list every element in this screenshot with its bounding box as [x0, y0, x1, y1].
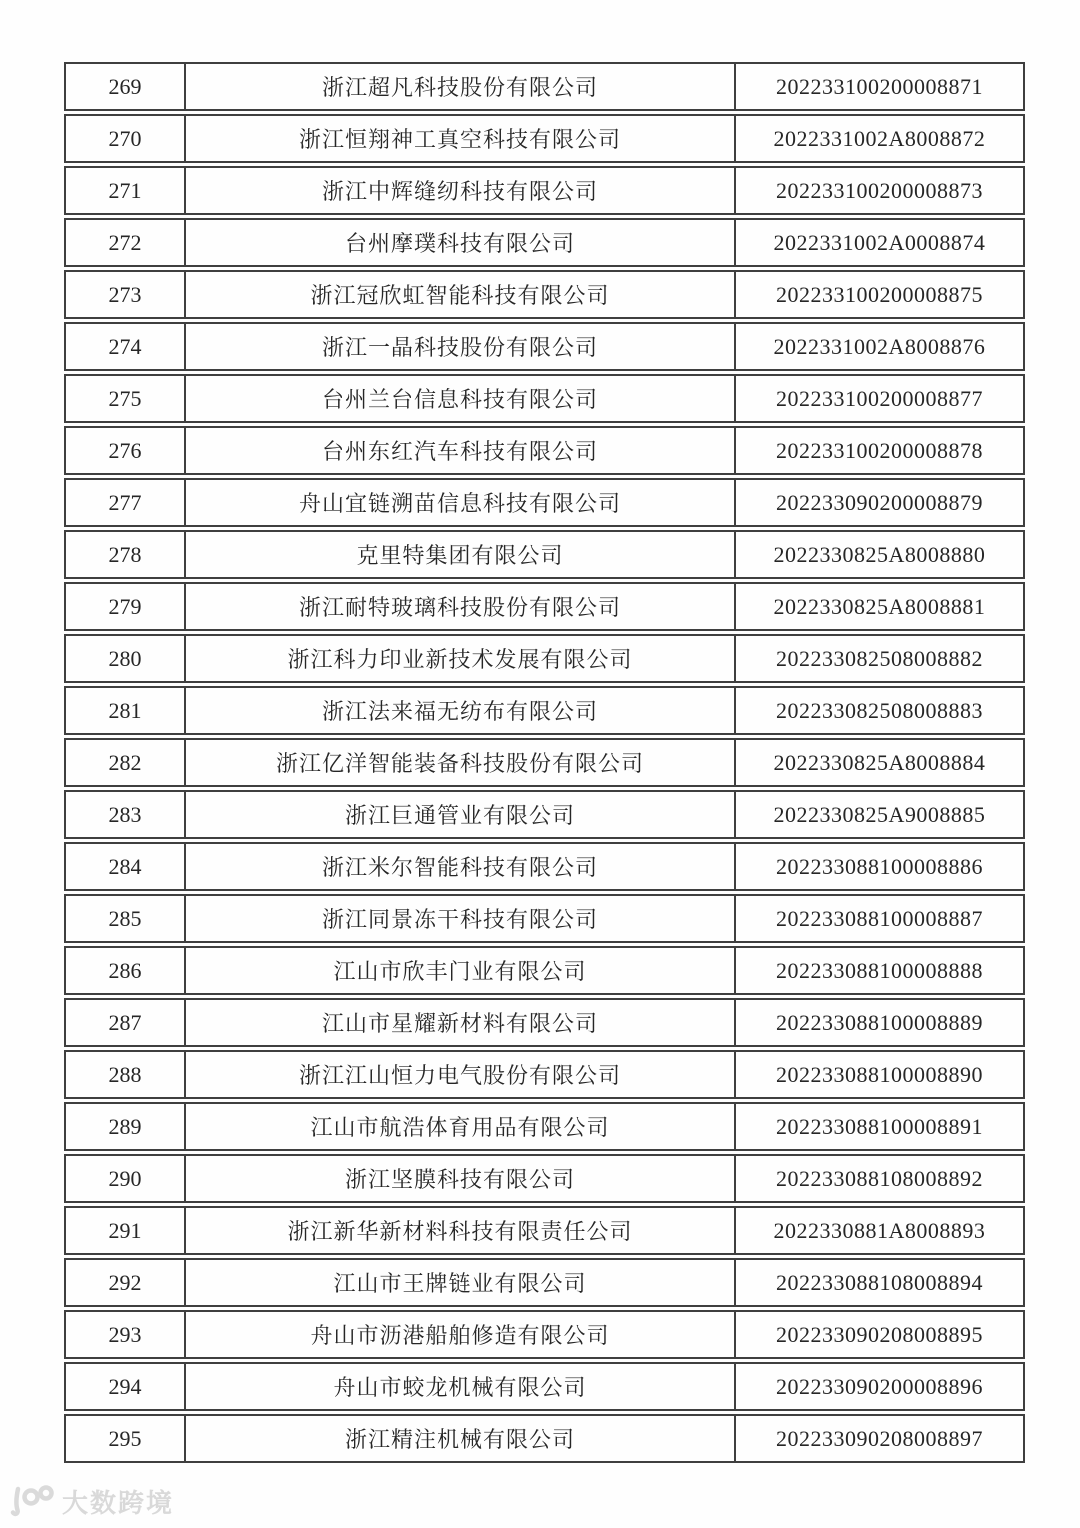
table-row	[64, 894, 1025, 943]
registration-code-cell: 202233090208008895	[736, 1310, 1025, 1359]
registration-code-cell: 2022330825A8008884	[736, 738, 1025, 787]
registration-code-cell: 202233100200008871	[736, 62, 1025, 111]
registration-code-cell: 2022330825A8008881	[736, 582, 1025, 631]
registration-code-cell: 202233088100008888	[736, 946, 1025, 995]
row-number-cell: 294	[64, 1362, 186, 1411]
row-number-cell: 282	[64, 738, 186, 787]
company-name-cell: 江山市航浩体育用品有限公司	[186, 1102, 736, 1151]
registration-code-cell: 202233082508008882	[736, 634, 1025, 683]
table-row	[64, 62, 1025, 111]
registration-code-cell: 202233088108008894	[736, 1258, 1025, 1307]
company-registration-table	[64, 59, 1025, 1466]
row-number-cell: 287	[64, 998, 186, 1047]
registration-code-cell: 202233088100008890	[736, 1050, 1025, 1099]
registration-code-cell: 202233100200008878	[736, 426, 1025, 475]
table-row	[64, 530, 1025, 579]
row-number-cell: 274	[64, 322, 186, 371]
company-name-cell: 台州兰台信息科技有限公司	[186, 374, 736, 423]
table-row	[64, 114, 1025, 163]
row-number-cell: 280	[64, 634, 186, 683]
company-name-cell: 台州东红汽车科技有限公司	[186, 426, 736, 475]
company-name-cell: 舟山宜链溯苗信息科技有限公司	[186, 478, 736, 527]
company-name-cell: 浙江恒翔神工真空科技有限公司	[186, 114, 736, 163]
company-name-cell: 浙江法来福无纺布有限公司	[186, 686, 736, 735]
registration-code-cell: 202233100200008877	[736, 374, 1025, 423]
row-number-cell: 288	[64, 1050, 186, 1099]
company-name-cell: 江山市王牌链业有限公司	[186, 1258, 736, 1307]
table-row	[64, 218, 1025, 267]
table-row	[64, 166, 1025, 215]
table-row	[64, 426, 1025, 475]
registration-code-cell: 202233100200008875	[736, 270, 1025, 319]
row-number-cell: 276	[64, 426, 186, 475]
table-row	[64, 842, 1025, 891]
registration-code-cell: 202233090208008897	[736, 1414, 1025, 1463]
registration-code-cell: 202233088100008889	[736, 998, 1025, 1047]
company-name-cell: 浙江新华新材料科技有限责任公司	[186, 1206, 736, 1255]
row-number-cell: 289	[64, 1102, 186, 1151]
row-number-cell: 290	[64, 1154, 186, 1203]
company-name-cell: 克里特集团有限公司	[186, 530, 736, 579]
company-name-cell: 浙江巨通管业有限公司	[186, 790, 736, 839]
row-number-cell: 295	[64, 1414, 186, 1463]
company-name-cell: 舟山市蛟龙机械有限公司	[186, 1362, 736, 1411]
company-name-cell: 舟山市沥港船舶修造有限公司	[186, 1310, 736, 1359]
row-number-cell: 292	[64, 1258, 186, 1307]
company-name-cell: 浙江冠欣虹智能科技有限公司	[186, 270, 736, 319]
row-number-cell: 271	[64, 166, 186, 215]
table-row	[64, 322, 1025, 371]
company-name-cell: 浙江同景冻干科技有限公司	[186, 894, 736, 943]
registration-code-cell: 202233090200008896	[736, 1362, 1025, 1411]
registration-code-cell: 2022330825A9008885	[736, 790, 1025, 839]
table-row	[64, 374, 1025, 423]
table-row	[64, 1154, 1025, 1203]
row-number-cell: 275	[64, 374, 186, 423]
registration-code-cell: 202233090200008879	[736, 478, 1025, 527]
registration-code-cell: 2022330881A8008893	[736, 1206, 1025, 1255]
table-row	[64, 270, 1025, 319]
registration-code-cell: 202233088100008887	[736, 894, 1025, 943]
company-name-cell: 浙江耐特玻璃科技股份有限公司	[186, 582, 736, 631]
registration-code-cell: 2022331002A0008874	[736, 218, 1025, 267]
table-body	[64, 62, 1025, 1463]
table-row	[64, 738, 1025, 787]
company-name-cell: 浙江精注机械有限公司	[186, 1414, 736, 1463]
company-name-cell: 江山市星耀新材料有限公司	[186, 998, 736, 1047]
watermark-text: 大数跨境	[62, 1487, 175, 1518]
table-row	[64, 1310, 1025, 1359]
company-name-cell: 江山市欣丰门业有限公司	[186, 946, 736, 995]
watermark	[8, 1482, 174, 1520]
row-number-cell: 270	[64, 114, 186, 163]
table-row	[64, 478, 1025, 527]
table-row	[64, 1258, 1025, 1307]
company-name-cell: 浙江江山恒力电气股份有限公司	[186, 1050, 736, 1099]
company-name-cell: 浙江一晶科技股份有限公司	[186, 322, 736, 371]
row-number-cell: 285	[64, 894, 186, 943]
table-row	[64, 1362, 1025, 1411]
row-number-cell: 277	[64, 478, 186, 527]
table-row	[64, 1102, 1025, 1151]
company-name-cell: 浙江坚膜科技有限公司	[186, 1154, 736, 1203]
registration-code-cell: 2022330825A8008880	[736, 530, 1025, 579]
row-number-cell: 283	[64, 790, 186, 839]
registration-code-cell: 202233082508008883	[736, 686, 1025, 735]
row-number-cell: 291	[64, 1206, 186, 1255]
company-name-cell: 浙江米尔智能科技有限公司	[186, 842, 736, 891]
row-number-cell: 273	[64, 270, 186, 319]
registration-code-cell: 202233100200008873	[736, 166, 1025, 215]
table-row	[64, 998, 1025, 1047]
row-number-cell: 272	[64, 218, 186, 267]
registration-code-cell: 202233088100008891	[736, 1102, 1025, 1151]
registration-code-cell: 202233088100008886	[736, 842, 1025, 891]
row-number-cell: 284	[64, 842, 186, 891]
row-number-cell: 279	[64, 582, 186, 631]
row-number-cell: 293	[64, 1310, 186, 1359]
row-number-cell: 278	[64, 530, 186, 579]
table-row	[64, 1414, 1025, 1463]
table-row	[64, 686, 1025, 735]
company-name-cell: 台州摩璞科技有限公司	[186, 218, 736, 267]
company-name-cell: 浙江超凡科技股份有限公司	[186, 62, 736, 111]
table-row	[64, 582, 1025, 631]
table-row	[64, 634, 1025, 683]
table-row	[64, 1050, 1025, 1099]
watermark-logo-icon	[8, 1482, 54, 1520]
registration-code-cell: 2022331002A8008872	[736, 114, 1025, 163]
company-name-cell: 浙江亿洋智能装备科技股份有限公司	[186, 738, 736, 787]
row-number-cell: 269	[64, 62, 186, 111]
company-name-cell: 浙江科力印业新技术发展有限公司	[186, 634, 736, 683]
company-name-cell: 浙江中辉缝纫科技有限公司	[186, 166, 736, 215]
table-row	[64, 790, 1025, 839]
table-row	[64, 1206, 1025, 1255]
row-number-cell: 281	[64, 686, 186, 735]
registration-code-cell: 202233088108008892	[736, 1154, 1025, 1203]
table-row	[64, 946, 1025, 995]
row-number-cell: 286	[64, 946, 186, 995]
registration-code-cell: 2022331002A8008876	[736, 322, 1025, 371]
